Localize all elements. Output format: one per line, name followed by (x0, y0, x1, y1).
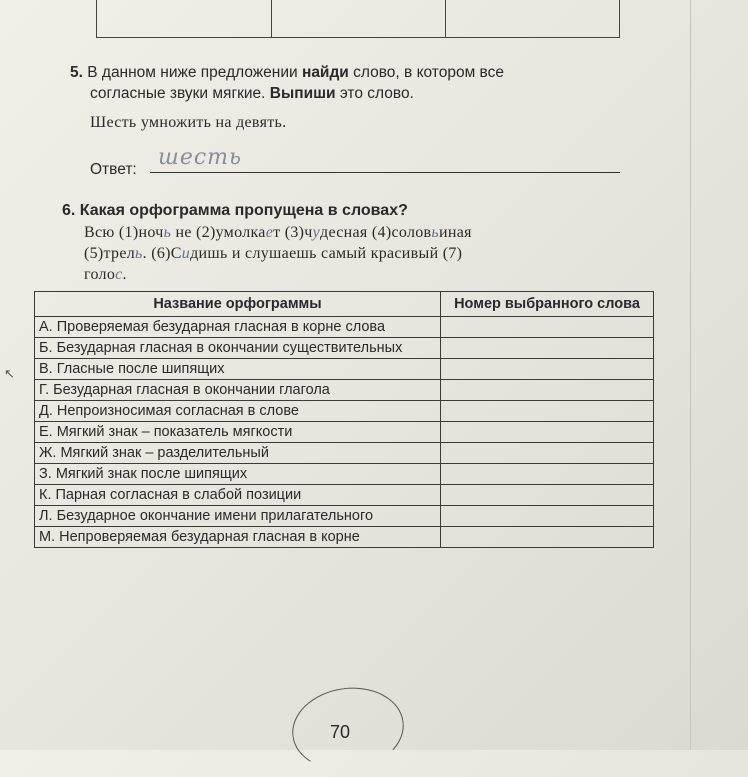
word-text: десная (4)солов (320, 224, 432, 241)
table-row (35, 359, 654, 380)
orthogram-name-cell: Б. Безударная гласная в окончании существительных (35, 338, 441, 359)
orthogram-name-cell: Д. Непроизносимая согласная в слове (35, 401, 441, 422)
handwritten-letter: е (265, 224, 274, 241)
word-number-cell[interactable] (441, 485, 654, 506)
word-text: голо (84, 266, 116, 283)
word-text: дишь и слушаешь самый красивый (7) (190, 245, 463, 262)
page-fold-line (690, 0, 691, 750)
table-row (35, 527, 654, 548)
question-5-line-2 (90, 84, 414, 104)
word-number-cell[interactable] (441, 506, 654, 527)
table-divider (271, 0, 272, 37)
word-number-cell[interactable] (441, 464, 654, 485)
question-6-words-line-3 (84, 264, 127, 285)
question-6-words-line-2 (84, 243, 462, 264)
table-divider (445, 0, 446, 37)
word-number-cell[interactable] (441, 401, 654, 422)
answer-line[interactable] (150, 172, 620, 173)
orthogram-name-cell: В. Гласные после шипящих (35, 359, 441, 380)
handwritten-letter: ь (163, 224, 172, 241)
question-text: слово, в котором все (348, 64, 504, 81)
table-row (35, 338, 654, 359)
table-row (35, 506, 654, 527)
word-number-cell[interactable] (441, 359, 654, 380)
table-row (35, 464, 654, 485)
question-6-words-line-1 (84, 222, 472, 243)
question-text: согласные звуки мягкие. (90, 85, 270, 102)
table-header-row (35, 292, 654, 317)
word-number-cell[interactable] (441, 527, 654, 548)
table-row (35, 443, 654, 464)
table-row (35, 422, 654, 443)
table-row (35, 401, 654, 422)
orthogram-name-cell: Е. Мягкий знак – показатель мягкости (35, 422, 441, 443)
orthogram-name-cell: Л. Безударное окончание имени прилагательного (35, 506, 441, 527)
header-orthogram-name: Название орфограммы (35, 292, 441, 317)
word-text: Всю (1)ноч (84, 224, 164, 241)
handwritten-answer: шесть (158, 145, 243, 170)
pencil-mark: ↖ (4, 366, 15, 381)
table-row (35, 485, 654, 506)
question-6-text: Какая орфограмма пропущена в словах? (79, 202, 408, 219)
word-text: (5)трел (84, 245, 136, 262)
question-keyword: найди (301, 64, 349, 81)
word-number-cell[interactable] (441, 422, 654, 443)
question-5-line-1 (70, 63, 504, 83)
question-6-number: 6. (62, 202, 76, 219)
question-5-sentence: Шесть умножить на девять. (90, 114, 287, 131)
question-text: В данном ниже предложении (87, 64, 302, 81)
page-number: 70 (330, 722, 351, 742)
orthogram-name-cell: А. Проверяемая безударная гласная в корне слова (35, 317, 441, 338)
handwritten-letter: и (181, 245, 191, 262)
handwritten-letter: ь (431, 224, 439, 241)
header-word-number: Номер выбранного слова (441, 292, 654, 317)
word-number-cell[interactable] (441, 317, 654, 338)
word-text: иная (438, 224, 472, 241)
handwritten-letter: ь (135, 245, 143, 262)
orthogram-name-cell: К. Парная согласная в слабой позиции (35, 485, 441, 506)
orthogram-name-cell: М. Непроверяемая безударная гласная в корне (35, 527, 441, 548)
orthogram-name-cell: Г. Безударная гласная в окончании глагола (35, 380, 441, 401)
question-6-title (62, 201, 408, 221)
table-row (35, 317, 654, 338)
question-5-number: 5. (70, 64, 83, 81)
word-text: . (122, 266, 127, 283)
orthogram-name-cell: Ж. Мягкий знак – разделительный (35, 443, 441, 464)
orthogram-name-cell: З. Мягкий знак после шипящих (35, 464, 441, 485)
answer-label: Ответ: (90, 161, 137, 178)
word-number-cell[interactable] (441, 443, 654, 464)
word-number-cell[interactable] (441, 380, 654, 401)
handwritten-letter: у (312, 224, 321, 241)
previous-table-fragment (96, 0, 620, 38)
word-text: не (2)умолка (171, 224, 266, 241)
table-row (35, 380, 654, 401)
question-text: это слово. (335, 85, 414, 102)
word-text: . (6)С (142, 245, 182, 262)
orthogram-table (34, 291, 654, 548)
handwritten-letter: с (115, 266, 123, 283)
word-text: т (3)ч (273, 224, 313, 241)
word-number-cell[interactable] (441, 338, 654, 359)
question-keyword: Выпиши (269, 85, 336, 102)
